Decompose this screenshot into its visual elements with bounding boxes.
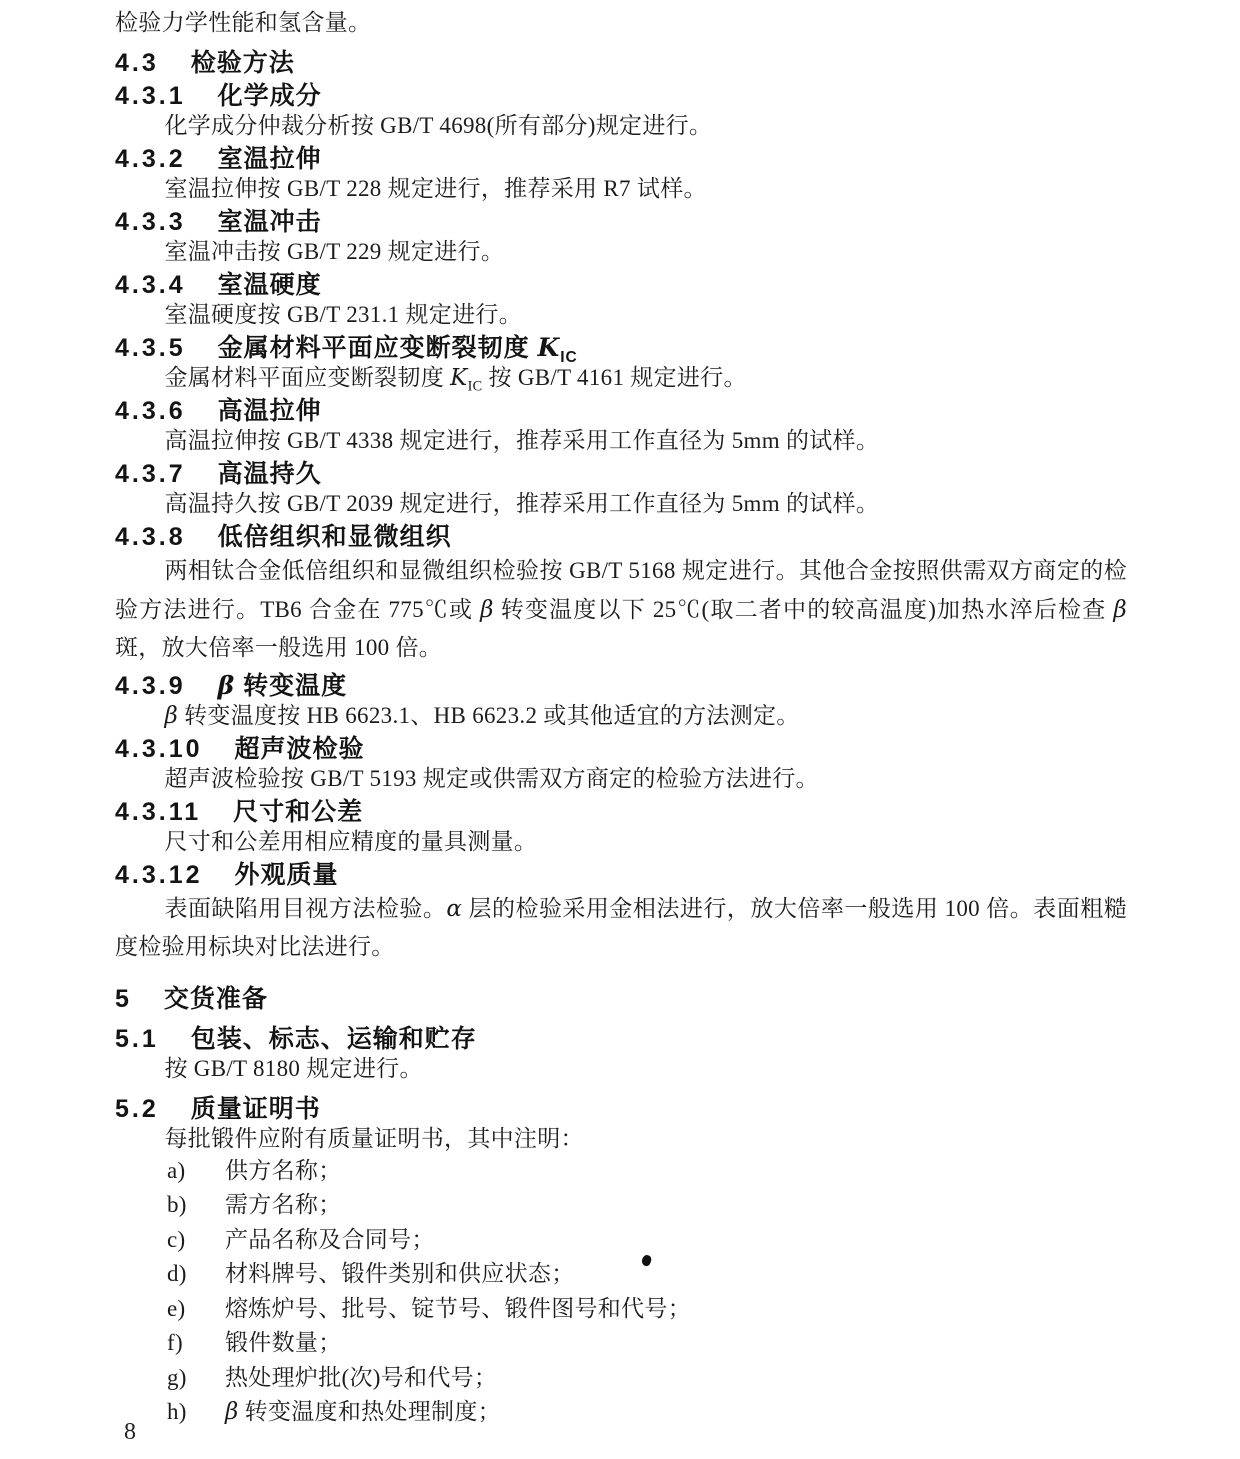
section-heading — [115, 797, 1127, 827]
section-heading — [115, 1024, 1127, 1054]
section-title: 金属材料平面应变断裂韧度 $K_{IC}$ — [217, 333, 578, 366]
section-heading — [115, 81, 1127, 111]
list-item — [115, 1292, 1127, 1327]
list-item-label: a) — [167, 1157, 186, 1183]
section-heading — [115, 270, 1127, 300]
paragraph: 按 GB/T 8180 规定进行。 — [164, 1055, 423, 1081]
section-number: 4.3.12 — [115, 860, 203, 889]
paragraph: 化学成分仲裁分析按 GB/T 4698(所有部分)规定进行。 — [164, 113, 713, 138]
section-number: 5.1 — [115, 1024, 159, 1053]
section-title: 尺寸和公差 — [233, 797, 364, 826]
section-title: 低倍组织和显微组织 — [217, 523, 452, 551]
paragraph: 高温拉伸按 GB/T 4338 规定进行，推荐采用工作直径为 5mm 的试样。 — [164, 428, 880, 453]
paragraph: 检验力学性能和氢含量。 — [115, 10, 372, 35]
section-heading — [115, 522, 1127, 552]
section-title: 高温拉伸 — [217, 397, 322, 425]
section-number: 4.3.9 — [115, 671, 186, 700]
section-number: 4.3.1 — [115, 82, 186, 110]
section-heading — [115, 144, 1127, 174]
section-number: 4.3.6 — [115, 397, 186, 425]
paragraph: 室温拉伸按 GB/T 228 规定进行，推荐采用 R7 试样。 — [164, 176, 707, 201]
section-number: 4.3.2 — [115, 145, 186, 173]
paragraph: 每批锻件应附有质量证明书，其中注明： — [164, 1125, 584, 1151]
section-number: 4.3.4 — [115, 271, 186, 299]
section-title: 室温拉伸 — [217, 145, 322, 173]
section-heading — [115, 207, 1127, 237]
section-number: 4.3.10 — [115, 734, 203, 763]
section-title: 高温持久 — [217, 460, 322, 488]
section-number: 5 — [115, 984, 132, 1013]
list-item — [115, 1361, 1127, 1396]
section-heading — [115, 1094, 1127, 1124]
list-item — [115, 1188, 1127, 1223]
paragraph: 高温持久按 GB/T 2039 规定进行，推荐采用工作直径为 5mm 的试样。 — [164, 491, 880, 516]
section-title: 外观质量 — [234, 860, 339, 889]
list-item-text: 供方名称； — [225, 1157, 342, 1183]
paragraph: 超声波检验按 GB/T 5193 规定或供需双方商定的检验方法进行。 — [164, 765, 819, 791]
list-item-text: 锻件数量； — [225, 1330, 342, 1355]
section-heading — [115, 984, 1127, 1014]
paragraph: 金属材料平面应变断裂韧度 $K_{IC}$ 按 GB/T 4161 规定进行。 — [164, 365, 747, 395]
section-number: 4.3.5 — [115, 334, 186, 362]
list-item-text: 需方名称； — [225, 1192, 342, 1217]
list-item — [115, 1223, 1127, 1258]
section-heading — [115, 459, 1127, 489]
paragraph: 室温硬度按 GB/T 231.1 规定进行。 — [164, 302, 523, 327]
list-item-label: f) — [167, 1330, 183, 1355]
section-number: 4.3.3 — [115, 208, 186, 236]
paragraph: 室温冲击按 GB/T 229 规定进行。 — [164, 239, 505, 264]
section-heading — [115, 396, 1127, 426]
paragraph: 两相钛合金低倍组织和显微组织检验按 GB/T 5168 规定进行。其他合金按照供需双方商定的检验方法进行。TB6 合金在 775℃或 β 转变温度以下 25℃(取二者中的较高温度)加热水淬后检查 β 斑，放大倍率一般选用 100 倍。 — [115, 558, 1128, 660]
list-item — [115, 1326, 1127, 1361]
list-item-text: 材料牌号、锻件类别和供应状态； — [225, 1261, 575, 1286]
section-heading — [115, 333, 1127, 366]
section-title: 超声波检验 — [234, 734, 365, 763]
list-item — [115, 1257, 1127, 1292]
page-number: 8 — [124, 1419, 136, 1445]
list-item-text: 热处理炉批(次)号和代号； — [225, 1364, 498, 1390]
section-heading — [115, 671, 1127, 701]
list-item-text: β 转变温度和热处理制度； — [225, 1399, 501, 1425]
section-number: 5.2 — [115, 1094, 159, 1123]
list-item-label: c) — [167, 1226, 186, 1252]
section-number: 4.3.11 — [115, 797, 202, 826]
list-item-text: 熔炼炉号、批号、锭节号、锻件图号和代号； — [225, 1295, 691, 1321]
document-content — [115, 8, 1127, 1430]
paragraph: 表面缺陷用目视方法检验。α 层的检验采用金相法进行，放大倍率一般选用 100 倍。表面粗糙度检验用标块对比法进行。 — [115, 895, 1127, 959]
section-title: β 转变温度 — [217, 670, 348, 700]
section-number: 4.3 — [115, 49, 159, 77]
section-title: 质量证明书 — [190, 1094, 321, 1123]
section-title: 室温冲击 — [217, 208, 322, 236]
paragraph: 尺寸和公差用相应精度的量具测量。 — [164, 828, 538, 854]
section-number: 4.3.7 — [115, 460, 186, 488]
section-number: 4.3.8 — [115, 523, 186, 551]
section-heading — [115, 734, 1127, 764]
section-heading — [115, 48, 1127, 78]
list-item-label: h) — [167, 1399, 187, 1424]
section-title: 检验方法 — [190, 49, 295, 77]
list-item — [115, 1395, 1127, 1430]
section-heading — [115, 860, 1127, 890]
section-title: 包装、标志、运输和贮存 — [190, 1024, 477, 1053]
section-title: 化学成分 — [217, 82, 322, 110]
list-item-label: b) — [167, 1192, 187, 1217]
list-item-label: g) — [167, 1364, 187, 1390]
paragraph: β 转变温度按 HB 6623.1、HB 6623.2 或其他适宜的方法测定。 — [164, 702, 800, 729]
list-item-text: 产品名称及合同号； — [225, 1226, 435, 1252]
list-item-label: d) — [167, 1261, 187, 1286]
list-item — [115, 1154, 1127, 1189]
section-title: 室温硬度 — [217, 271, 322, 299]
section-title: 交货准备 — [163, 984, 268, 1013]
list-item-label: e) — [167, 1295, 186, 1321]
